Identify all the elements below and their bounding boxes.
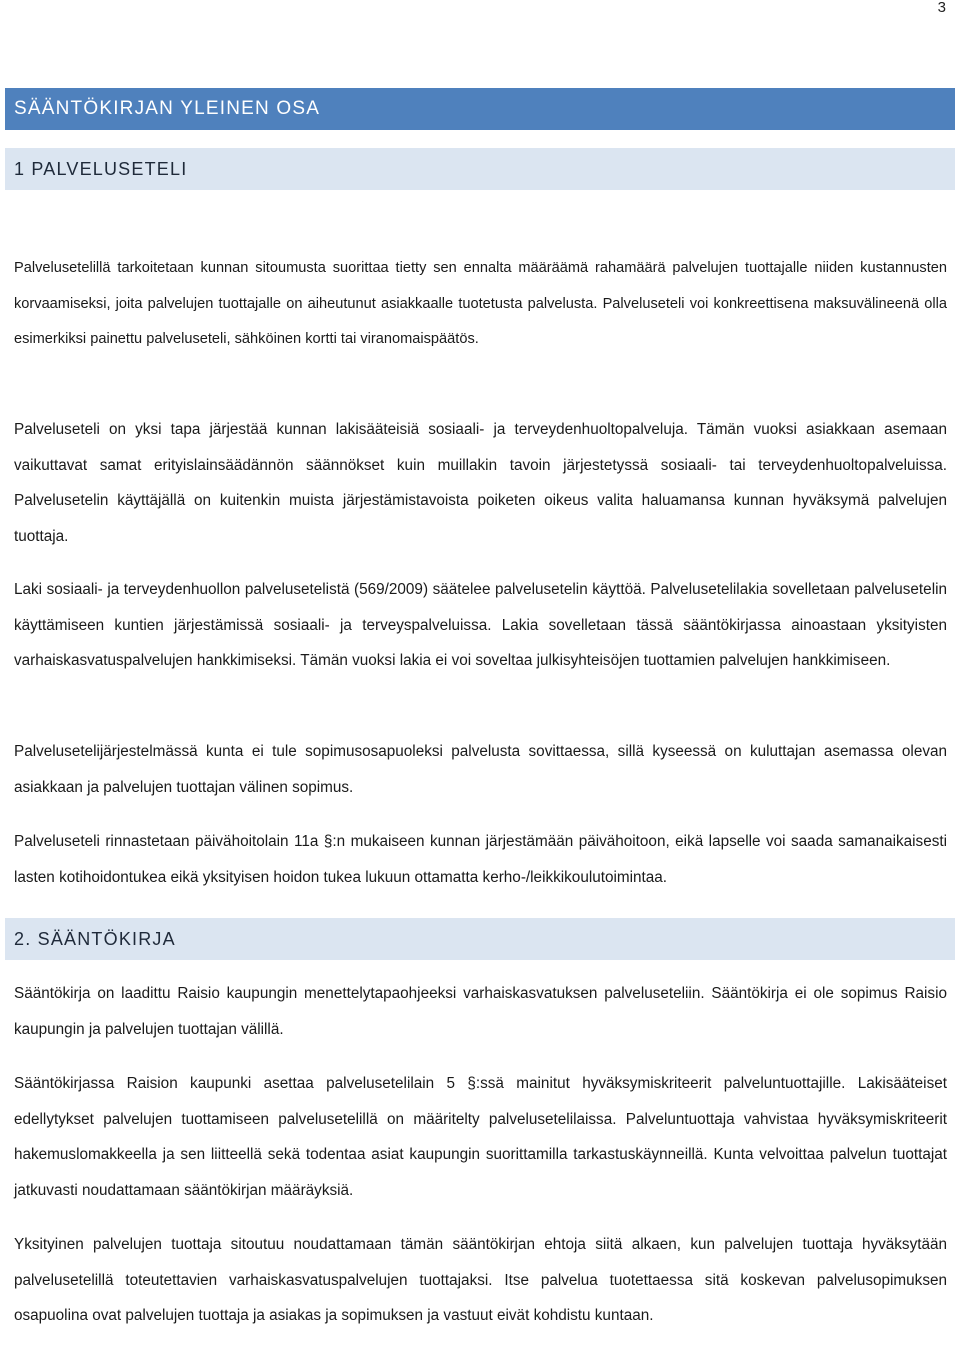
paragraph-paivahoitolaki: Palveluseteli rinnastetaan päivähoitolain 11a §:n mukaiseen kunnan järjestämään päivähoitoon, eikä lapselle voi saada samanaikaisesti lasten kotihoidontukea eikä yksityisen hoidon tukea lukuun ottamatta kerho-/leikkikoulutoimintaa. [14, 833, 947, 886]
page-number: 3 [937, 0, 946, 16]
paragraph-saantokirja-laadittu: Sääntökirja on laadittu Raisio kaupungin menettelytapaohjeeksi varhaiskasvatuksen palveluseteliin. Sääntökirja ei ole sopimus Raisio kaupungin ja palvelujen tuottajan välillä. [14, 985, 947, 1038]
paragraph-yksityinen-tuottaja: Yksityinen palvelujen tuottaja sitoutuu noudattamaan tämän sääntökirjan ehtoja siitä alkaen, kun palvelujen tuottaja hyväksytään palvelusetelillä toteutettavien varhaiskasvatuspalvelujen tuottajaksi. Itse palvelua tuotettaessa sitä koskevan palvelusopimuksen osapuolina ovat palvelujen tuottaja ja asiakas ja sopimuksen ja vastuut eivät kohdistu kuntaan. [14, 1236, 947, 1324]
heading-saantokirjan-yleinen-osa: SÄÄNTÖKIRJAN YLEINEN OSA [5, 88, 955, 130]
paragraph-sopimusosapuoli: Palvelusetelijärjestelmässä kunta ei tule sopimusosapuoleksi palvelusta sovittaessa, sillä kyseessä on kuluttajan asemassa olevan asiakkaan ja palvelujen tuottajan välinen sopimus. [14, 743, 947, 796]
paragraph-hyvaksymiskriteerit: Sääntökirjassa Raision kaupunki asettaa palvelusetelilain 5 §:ssä mainitut hyväksymiskriteerit palveluntuottajille. Lakisääteiset edellytykset palvelujen tuottamiseen palvelusetelillä on määritelty palvelusetelilaissa. Palveluntuottaja vahvistaa hyväksymiskriteerit hakemuslomakkeella ja sen liitteellä sekä todentaa asiat kaupungin suorittamilla tarkastuskäynneillä. Kunta velvoittaa palvelun tuottajat jatkuvasti noudattamaan sääntökirjan määräyksiä. [14, 1075, 947, 1199]
paragraph-palvelusetelilaki: Laki sosiaali- ja terveydenhuollon palvelusetelistä (569/2009) säätelee palvelusetelin käyttöä. Palvelusetelilakia sovelletaan palvelusetelin käyttämiseen kuntien järjestämissä sosiaali- ja terveyspalveluissa. Lakia sovelletaan tässä sääntökirjassa ainoastaan yksityisten varhaiskasvatuspalvelujen hankkimiseksi. Tämän vuoksi lakia ei voi soveltaa julkisyhteisöjen tuottamien palvelujen hankkimiseen. [14, 581, 947, 669]
paragraph-palveluseteli-lakisaateiset: Palveluseteli on yksi tapa järjestää kunnan lakisääteisiä sosiaali- ja terveydenhuoltopalveluja. Tämän vuoksi asiakkaan asemaan vaikuttavat samat erityislainsäädännön säännökset kuin muillakin tavoin järjestetyssä sosiaali- tai terveydenhuoltopalveluissa. Palvelusetelin käyttäjällä on kuitenkin muista järjestämistavoista poiketen oikeus valita haluamansa kunnan hyväksymä palvelujen tuottaja. [14, 421, 947, 545]
heading-saantokirja: 2. SÄÄNTÖKIRJA [5, 918, 955, 960]
paragraph-palveluseteli-definition: Palvelusetelillä tarkoitetaan kunnan sitoumusta suorittaa tietty sen ennalta määräämä rahamäärä palvelujen tuottajalle niiden kustannusten korvaamiseksi, joita palvelujen tuottajalle on aiheutunut asiakkaalle tuotetusta palvelusta. Palveluseteli voi konkreettisena maksuvälineenä olla esimerkiksi painettu palveluseteli, sähköinen kortti tai viranomaispäätös. [14, 260, 947, 347]
heading-palveluseteli: 1 PALVELUSETELI [5, 148, 955, 190]
